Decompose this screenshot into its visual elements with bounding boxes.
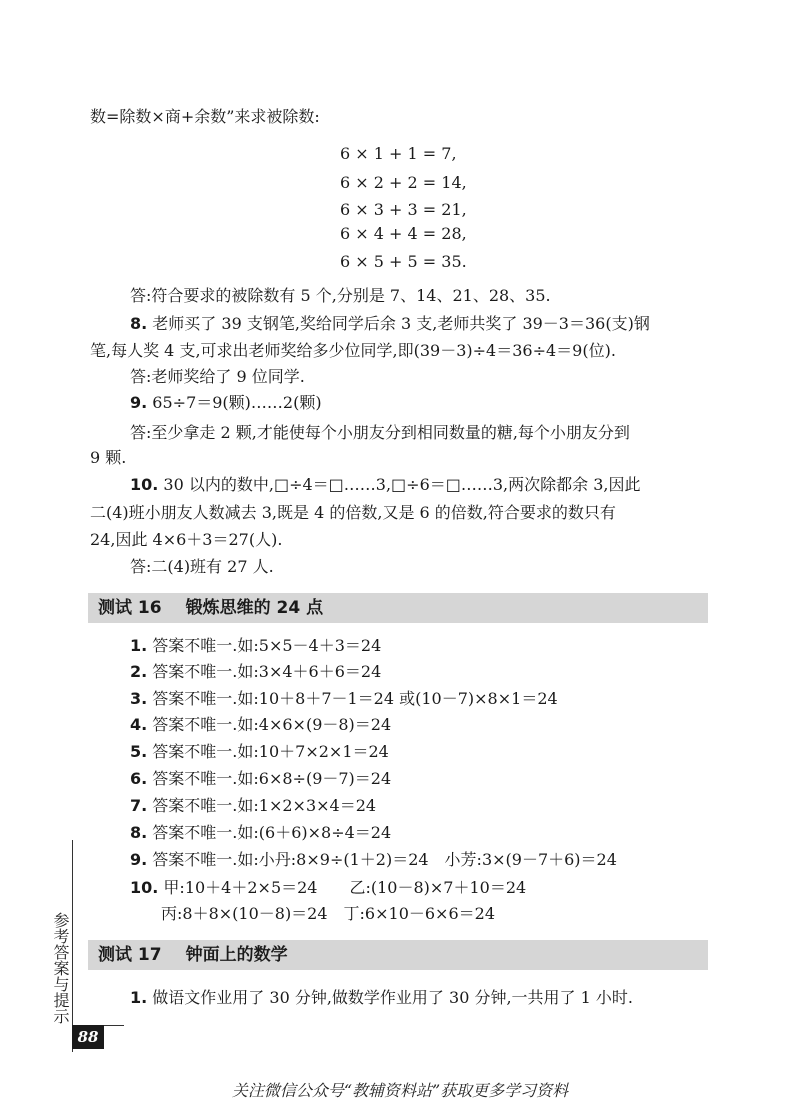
section-title: 钟面上的数学 [185,945,288,965]
problem-text: 30 以内的数中,□÷4＝□……3,□÷6＝□……3,两次除都余 3,因此 [158,475,641,494]
item-text: 答案不唯一.如:(6＋6)×8÷4＝24 [147,823,392,842]
sidebar-divider [72,840,73,1052]
problem-text: 65÷7＝9(颗)……2(颗) [147,393,322,412]
section-number: 测试 16 [98,598,162,618]
answer-7: 答:符合要求的被除数有 5 个,分别是 7、14、21、28、35. [130,286,551,305]
item-text: 甲:10＋4＋2×5＝24 乙:(10－8)×7＋10＝24 [158,878,527,897]
equation-2: 6 × 2 + 2 = 14, [340,173,467,192]
list-item [130,741,389,763]
item-text: 答案不唯一.如:6×8÷(9－7)＝24 [147,769,392,788]
list-item [130,768,391,790]
item-number: 10. [130,878,159,897]
list-item [130,987,633,1009]
answer-8: 答:老师奖给了 9 位同学. [130,367,305,386]
item-number: 7. [130,796,148,815]
item-text: 答案不唯一.如:5×5－4＋3＝24 [147,636,382,655]
section-banner-test-17 [88,940,708,970]
problem-8-line-1 [130,313,650,335]
item-number: 5. [130,742,148,761]
sidebar-label: 参考答案与提示 [51,912,70,1024]
list-item [130,688,558,710]
problem-10-line-1 [130,474,641,496]
list-item [130,714,391,736]
problem-number: 8. [130,314,148,333]
answer-10: 答:二(4)班有 27 人. [130,557,274,576]
problem-number: 9. [130,393,148,412]
list-item [130,877,526,899]
item-number: 2. [130,662,148,681]
section-number: 测试 17 [98,945,162,965]
item-number: 3. [130,689,148,708]
equation-5: 6 × 5 + 5 = 35. [340,252,467,271]
list-item [130,635,381,657]
equation-1: 6 × 1 + 1 = 7, [340,144,457,163]
list-item [130,849,617,871]
section-title: 锻炼思维的 24 点 [185,598,324,618]
item-text: 做语文作业用了 30 分钟,做数学作业用了 30 分钟,一共用了 1 小时. [147,988,633,1007]
item-number: 8. [130,823,148,842]
list-item [130,661,381,683]
answer-9-line-2: 9 颗. [90,448,127,467]
equation-4: 6 × 4 + 4 = 28, [340,224,467,243]
problem-number: 10. [130,475,159,494]
item-text: 答案不唯一.如:3×4＋6＋6＝24 [147,662,382,681]
problem-10-line-2: 二(4)班小朋友人数减去 3,既是 4 的倍数,又是 6 的倍数,符合要求的数只有 [90,503,616,522]
problem-10-line-3: 24,因此 4×6＋3＝27(人). [90,530,283,549]
problem-9-line-1 [130,392,322,414]
problem-8-line-2: 笔,每人奖 4 支,可求出老师奖给多少位同学,即(39－3)÷4＝36÷4＝9(位). [90,341,616,360]
item-text: 答案不唯一.如:1×2×3×4＝24 [147,796,377,815]
list-item [130,795,376,817]
item-number: 1. [130,636,148,655]
item-text: 答案不唯一.如:4×6×(9－8)＝24 [147,715,392,734]
item-number: 9. [130,850,148,869]
section-banner-test-16 [88,593,708,623]
item-number: 4. [130,715,148,734]
item-text: 答案不唯一.如:10＋8＋7－1＝24 或(10－7)×8×1＝24 [147,689,558,708]
page-number: 88 [72,1025,104,1049]
item-number: 6. [130,769,148,788]
problem-text: 老师买了 39 支钢笔,奖给同学后余 3 支,老师共奖了 39－3＝36(支)钢 [147,314,650,333]
list-item-continuation: 丙:8＋8×(10－8)＝24 丁:6×10－6×6＝24 [161,904,496,923]
item-text: 答案不唯一.如:小丹:8×9÷(1＋2)＝24 小芳:3×(9－7＋6)＝24 [147,850,617,869]
equation-3: 6 × 3 + 3 = 21, [340,200,467,219]
answer-9-line-1: 答:至少拿走 2 颗,才能使每个小朋友分到相同数量的糖,每个小朋友分到 [130,423,630,442]
footer-note: 关注微信公众号“教辅资料站”获取更多学习资料 [231,1081,569,1100]
intro-line: 数=除数×商+余数”来求被除数: [90,107,320,126]
list-item [130,822,391,844]
item-number: 1. [130,988,148,1007]
item-text: 答案不唯一.如:10＋7×2×1＝24 [147,742,389,761]
